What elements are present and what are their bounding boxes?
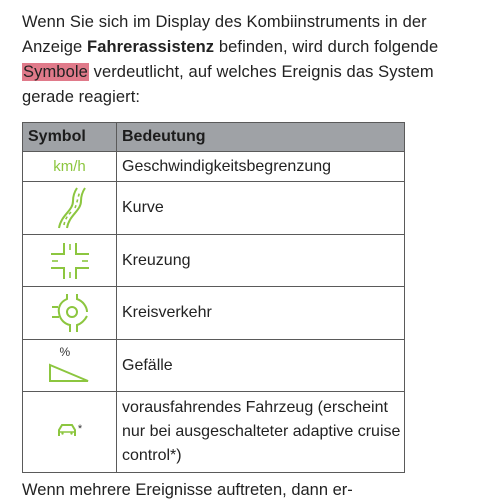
header-meaning: Bedeutung: [117, 123, 405, 152]
meaning-cell: Kreuzung: [117, 235, 405, 287]
table-row: [23, 287, 405, 340]
symbol-table: [22, 122, 405, 473]
highlighted-word: Symbole: [23, 63, 88, 81]
vehicle-ahead-icon: [57, 423, 77, 437]
meaning-cell: Gefälle: [117, 340, 405, 392]
crossing-icon: [50, 242, 90, 280]
header-symbol: Symbol: [23, 123, 117, 152]
asterisk: *: [77, 422, 83, 435]
outro-paragraph: Wenn mehrere Ereignisse auftreten, dann er-: [22, 481, 353, 499]
roundabout-icon: [50, 293, 90, 333]
slope-icon: [48, 348, 92, 384]
fahrerassistenz-term: Fahrerassistenz: [87, 38, 215, 56]
intro-paragraph: Wenn Sie sich im Display des Kombiinstruments in der Anzeige Fahrerassistenz befinden, wird durch folgende Symbole verdeutlicht, auf welches Ereignis das System gerade reagiert:: [22, 13, 439, 106]
percent-symbol: %: [59, 344, 71, 359]
table-row: [23, 235, 405, 287]
table-row: [23, 392, 405, 473]
kmh-text: km/h: [53, 157, 86, 175]
meaning-cell: Geschwindigkeitsbegrenzung: [117, 152, 405, 182]
table-header-row: [23, 123, 405, 152]
meaning-cell: Kreisverkehr: [117, 287, 405, 340]
curve-icon: [53, 187, 87, 229]
meaning-cell: Kurve: [117, 182, 405, 235]
table-row: [23, 152, 405, 182]
table-row: [23, 182, 405, 235]
meaning-cell: vorausfahrendes Fahrzeug (erscheint nur bei ausgeschalteter adaptive cruise control*): [117, 392, 405, 473]
table-row: [23, 340, 405, 392]
